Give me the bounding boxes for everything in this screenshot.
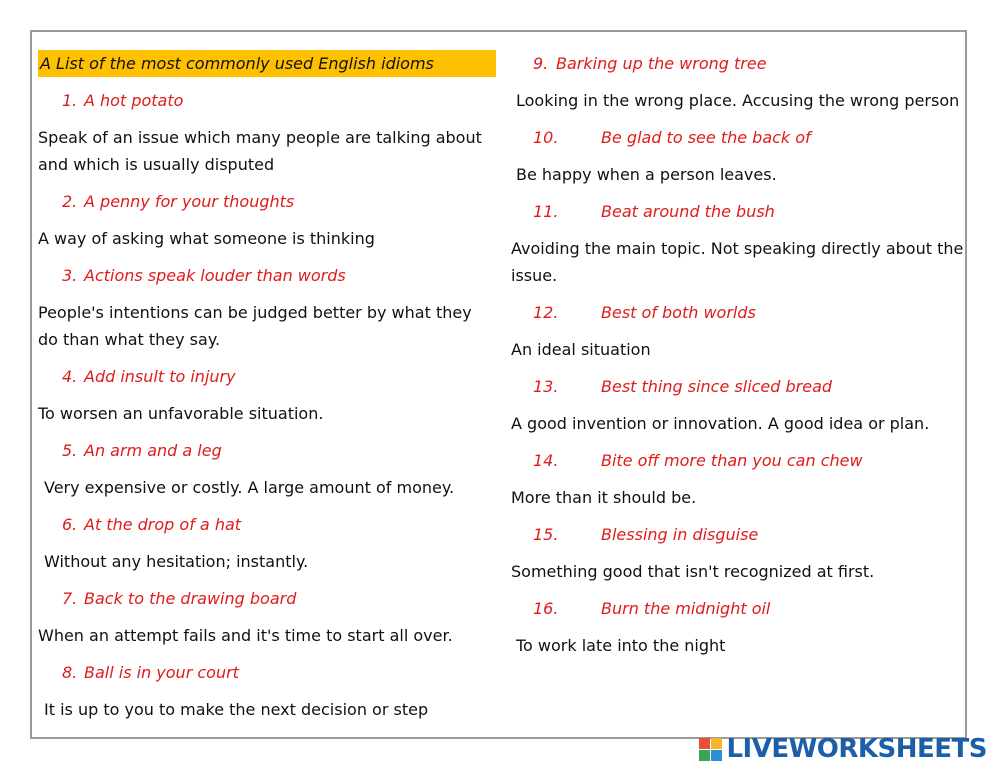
idiom-number: 6.	[62, 515, 78, 534]
left-column	[38, 50, 496, 733]
idiom-number: 7.	[62, 589, 78, 608]
idiom-meaning: An ideal situation	[511, 340, 651, 359]
idiom-meaning: Without any hesitation; instantly.	[44, 552, 309, 571]
idiom-text: Burn the midnight oil	[601, 599, 771, 618]
idiom-meaning: It is up to you to make the next decision or step	[44, 700, 429, 719]
idiom-heading	[38, 659, 496, 686]
idiom-meaning: When an attempt fails and it's time to start all over.	[38, 626, 453, 645]
idiom-number: 15.	[533, 525, 559, 544]
right-column	[511, 50, 966, 669]
idiom-number: 5.	[62, 441, 78, 460]
idiom-text: At the drop of a hat	[84, 515, 242, 534]
idiom-text: A hot potato	[84, 91, 184, 110]
idiom-number: 3.	[62, 266, 78, 285]
idiom-heading	[38, 585, 496, 612]
idiom-text: Best of both worlds	[601, 303, 756, 322]
brand-name: LIVEWORKSHEETS	[726, 734, 987, 764]
idiom-text: Ball is in your court	[84, 663, 239, 682]
idiom-heading	[38, 437, 496, 464]
idiom-meaning: A way of asking what someone is thinking	[38, 229, 375, 248]
idiom-number: 4.	[62, 367, 78, 386]
idiom-heading	[511, 198, 966, 225]
idiom-text: Actions speak louder than words	[84, 266, 346, 285]
idiom-heading	[38, 262, 496, 289]
idiom-number: 13.	[533, 377, 559, 396]
document-title: A List of the most commonly used English idioms	[38, 50, 496, 77]
idiom-heading	[38, 188, 496, 215]
idiom-heading	[38, 87, 496, 114]
idiom-number: 16.	[533, 599, 559, 618]
idiom-number: 11.	[533, 202, 559, 221]
idiom-text: Be glad to see the back of	[601, 128, 811, 147]
idiom-meaning: Be happy when a person leaves.	[516, 165, 777, 184]
idiom-heading	[38, 363, 496, 390]
idiom-meaning: To worsen an unfavorable situation.	[38, 404, 324, 423]
idiom-text: Barking up the wrong tree	[556, 54, 767, 73]
liveworksheets-logo-icon	[699, 738, 722, 761]
idiom-meaning: More than it should be.	[511, 488, 697, 507]
liveworksheets-branding[interactable]	[699, 734, 987, 764]
idiom-number: 2.	[62, 192, 78, 211]
idiom-number: 8.	[62, 663, 78, 682]
idiom-text: Blessing in disguise	[601, 525, 759, 544]
idiom-text: Beat around the bush	[601, 202, 775, 221]
idiom-text: Best thing since sliced bread	[601, 377, 833, 396]
idiom-number: 12.	[533, 303, 559, 322]
idiom-heading	[511, 299, 966, 326]
idiom-meaning: Very expensive or costly. A large amount of money.	[44, 478, 455, 497]
idiom-meaning: A good invention or innovation. A good idea or plan.	[511, 414, 930, 433]
idiom-heading	[511, 373, 966, 400]
idiom-number: 14.	[533, 451, 559, 470]
idiom-heading	[511, 521, 966, 548]
idiom-heading	[511, 447, 966, 474]
idiom-number: 1.	[62, 91, 78, 110]
idiom-text: An arm and a leg	[84, 441, 222, 460]
idiom-heading	[511, 124, 966, 151]
idiom-meaning: People's intentions can be judged better by what they do than what they say.	[38, 303, 472, 349]
idiom-heading	[511, 595, 966, 622]
idiom-heading	[38, 511, 496, 538]
idiom-meaning: To work late into the night	[516, 636, 726, 655]
idiom-number: 9.	[533, 54, 549, 73]
idiom-meaning: Something good that isn't recognized at first.	[511, 562, 875, 581]
idiom-text: Back to the drawing board	[84, 589, 297, 608]
idiom-text: Add insult to injury	[84, 367, 236, 386]
idiom-meaning: Avoiding the main topic. Not speaking directly about the issue.	[511, 239, 964, 285]
idiom-text: Bite off more than you can chew	[601, 451, 863, 470]
idiom-text: A penny for your thoughts	[84, 192, 295, 211]
idiom-meaning: Speak of an issue which many people are talking about and which is usually disputed	[38, 128, 482, 174]
idiom-number: 10.	[533, 128, 559, 147]
idiom-meaning: Looking in the wrong place. Accusing the wrong person	[516, 91, 960, 110]
idiom-heading	[511, 50, 966, 77]
